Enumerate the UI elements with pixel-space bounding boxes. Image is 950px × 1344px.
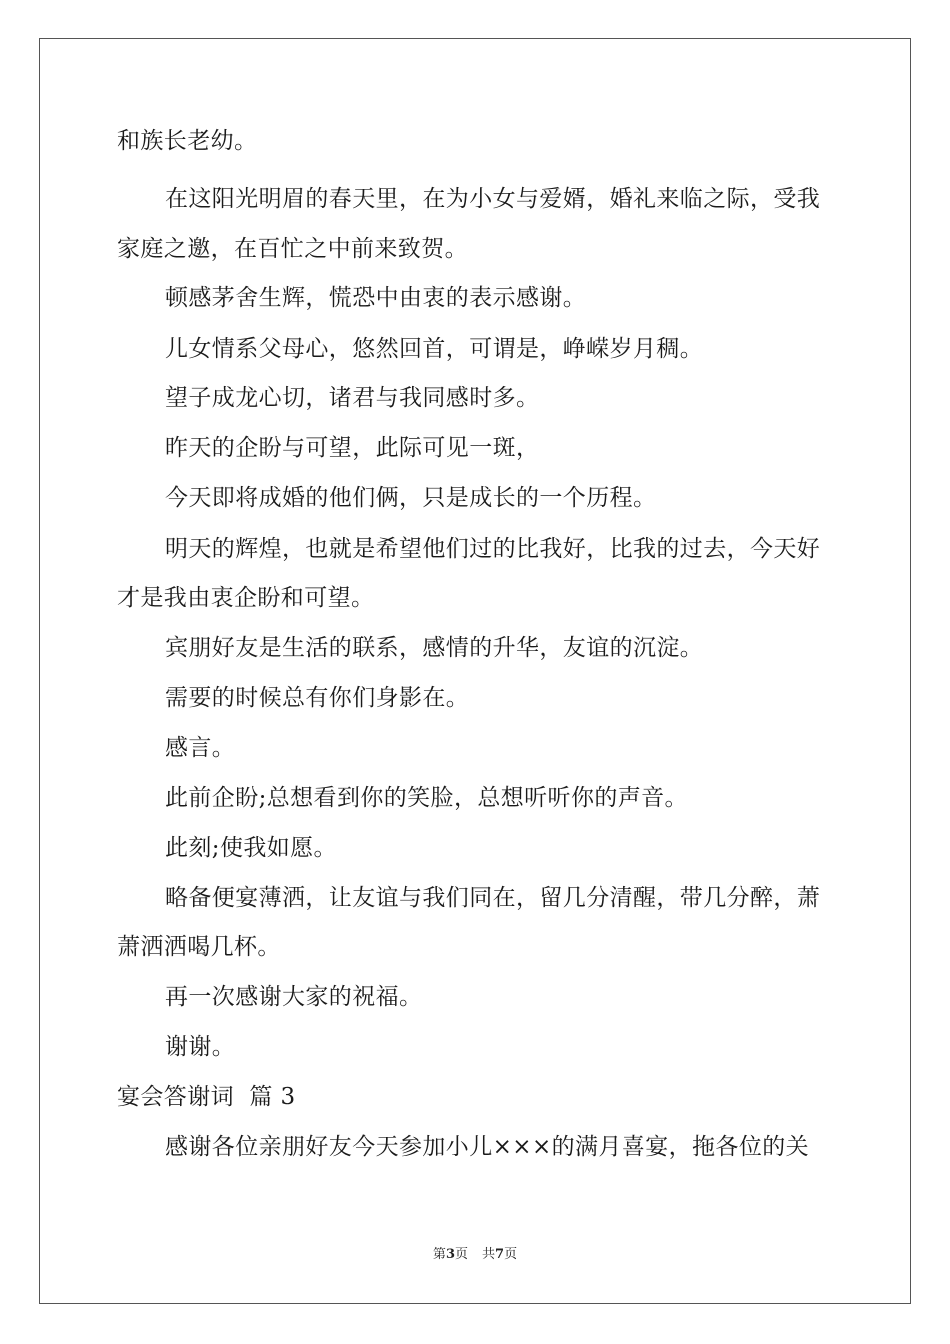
total-pages: 7 [495, 1247, 505, 1262]
page-footer [0, 1246, 950, 1264]
paragraph: 昨天的企盼与可望，此际可见一斑， [165, 435, 540, 461]
page-number: 3 [445, 1247, 455, 1262]
paragraph: 略备便宴薄洒，让友谊与我们同在，留几分清醒，带几分醉，萧 [165, 885, 821, 911]
text-line: 和族长老幼。 [117, 128, 258, 154]
page-prefix: 第 [432, 1247, 446, 1262]
text-line: 家庭之邀，在百忙之中前来致贺。 [117, 236, 468, 262]
text-line: 萧洒洒喝几杯。 [117, 934, 281, 960]
paragraph: 再一次感谢大家的祝福。 [165, 984, 423, 1010]
paragraph: 谢谢。 [165, 1034, 236, 1060]
text-line: 才是我由衷企盼和可望。 [117, 585, 375, 611]
paragraph: 儿女情系父母心，悠然回首，可谓是，峥嵘岁月稠。 [165, 336, 704, 362]
paragraph: 顿感茅舍生辉，慌恐中由衷的表示感谢。 [165, 285, 587, 311]
paragraph: 在这阳光明眉的春天里，在为小女与爱婿，婚礼来临之际，受我 [165, 186, 821, 212]
paragraph: 明天的辉煌，也就是希望他们过的比我好，比我的过去，今天好 [165, 536, 821, 562]
paragraph: 感谢各位亲朋好友今天参加小儿×××的满月喜宴，拖各位的关 [165, 1134, 810, 1160]
paragraph: 此刻;使我如愿。 [165, 835, 337, 861]
section-heading: 宴会答谢词 篇 3 [117, 1084, 296, 1110]
total-suffix: 页 [504, 1247, 518, 1262]
paragraph: 望子成龙心切，诸君与我同感时多。 [165, 385, 540, 411]
paragraph: 感言。 [165, 735, 236, 761]
page-border [39, 38, 911, 1304]
paragraph: 宾朋好友是生活的联系，感情的升华，友谊的沉淀。 [165, 635, 704, 661]
paragraph: 需要的时候总有你们身影在。 [165, 685, 470, 711]
page-suffix: 页 [454, 1247, 468, 1262]
paragraph: 此前企盼;总想看到你的笑脸，总想听听你的声音。 [165, 785, 688, 811]
total-prefix: 共 [482, 1247, 496, 1262]
paragraph: 今天即将成婚的他们俩，只是成长的一个历程。 [165, 485, 657, 511]
